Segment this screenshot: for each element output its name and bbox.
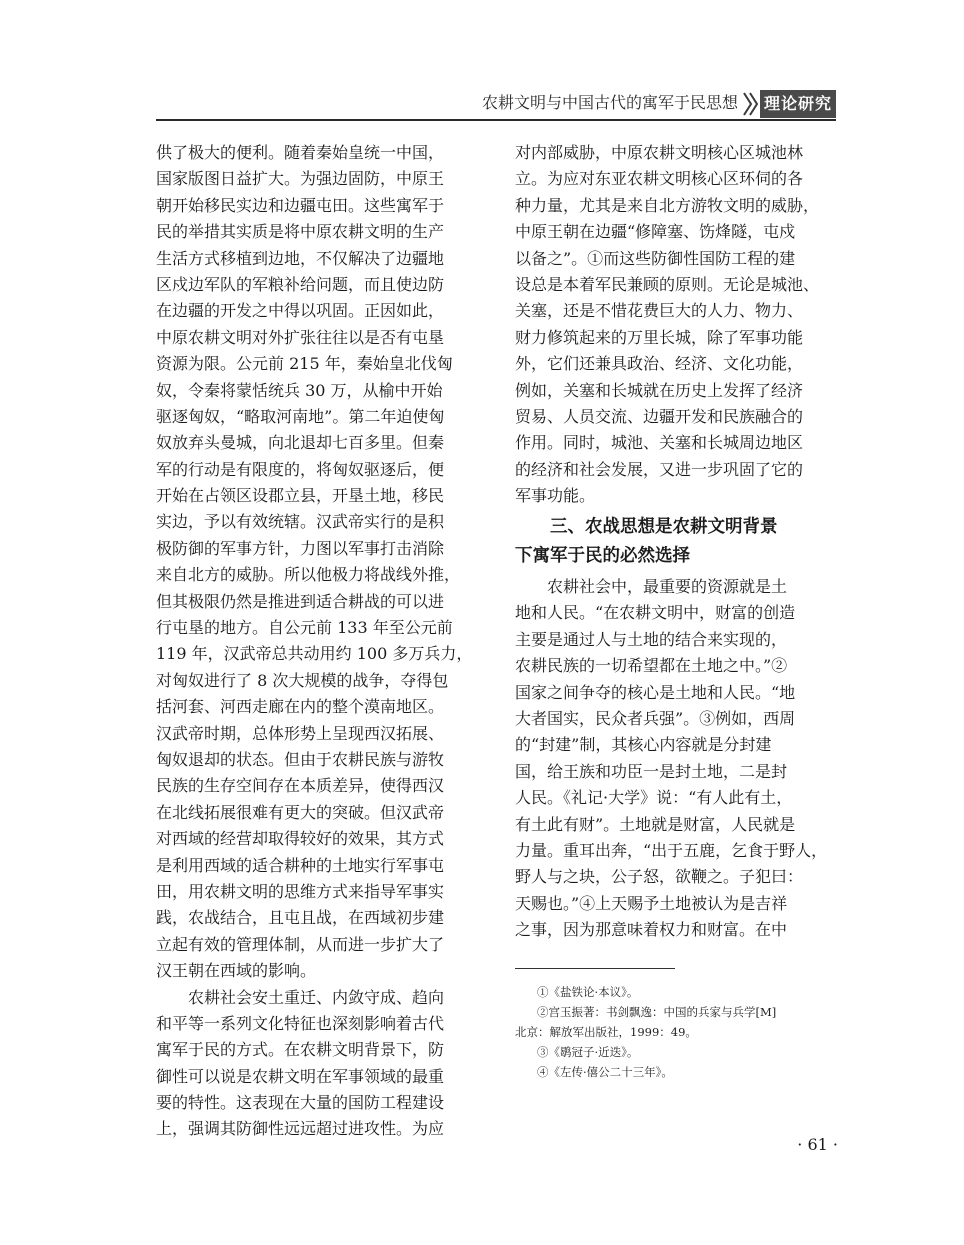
text-line: 供了极大的便利。随着秦始皇统一中国， [156, 143, 445, 162]
double-chevron-icon [742, 91, 760, 117]
text-line: 设总是本着军民兼顾的原则。无论是城池、 [515, 274, 820, 294]
section-heading-line: 下寓军于民的必然选择 [515, 546, 690, 566]
header-rule [156, 119, 836, 121]
text-line: 军的行动是有限度的，将匈奴驱逐后，便 [156, 459, 445, 479]
footnotes [515, 982, 840, 1082]
text-line: 在边疆的开发之中得以巩固。正因如此， [156, 301, 445, 321]
page-number: · 61 · [797, 1135, 838, 1154]
text-line: 资源为限。公元前 215 年，秦始皇北伐匈 [156, 354, 453, 374]
footnote-rule [515, 968, 675, 969]
text-line: 括河套、河西走廊在内的整个漠南地区。 [156, 697, 445, 717]
text-line: 力量。重耳出奔，“出于五鹿，乞食于野人， [515, 840, 828, 860]
text-line: 国家版图日益扩大。为强边固防，中原王 [156, 169, 445, 189]
text-line: 之事，因为那意味着权力和财富。在中 [515, 920, 788, 940]
section-tab [760, 90, 836, 118]
footnote: ④《左传·僖公二十三年》。 [537, 1065, 673, 1079]
footnote: ③《鹖冠子·近迭》。 [537, 1045, 639, 1059]
text-line: 民族的生存空间存在本质差异，使得西汉 [156, 776, 445, 796]
text-line: 大者国实，民众者兵强”。③例如，西周 [515, 708, 796, 728]
text-line: 地和人民。“在农耕文明中，财富的创造 [515, 603, 796, 623]
text-line: 对西域的经营却取得较好的效果，其方式 [156, 829, 445, 849]
text-line: 朝开始移民实边和边疆屯田。这些寓军于 [156, 195, 445, 215]
text-line: 种力量，尤其是来自北方游牧文明的威胁， [515, 195, 820, 215]
text-line: 外，它们还兼具政治、经济、文化功能， [515, 354, 804, 374]
text-line: 是利用西域的适合耕种的土地实行军事屯 [156, 855, 445, 875]
running-title: 农耕文明与中国古代的寓军于民思想 [481, 93, 738, 112]
text-line: 农耕社会安土重迁、内敛守成、趋向 [156, 987, 445, 1007]
text-line: 行屯垦的地方。自公元前 133 年至公元前 [156, 618, 453, 638]
text-line: 国，给王族和功臣一是封土地，二是封 [515, 761, 788, 781]
text-line: 主要是通过人与土地的结合来实现的， [515, 629, 788, 649]
text-line: 实边，予以有效统辖。汉武帝实行的是积 [156, 512, 445, 532]
text-line: 驱逐匈奴，“略取河南地”。第二年迫使匈 [156, 406, 445, 426]
text-line: 和平等一系列文化特征也深刻影响着古代 [156, 1013, 445, 1033]
text-line: 农耕社会中，最重要的资源就是土 [515, 577, 788, 596]
text-line: 对匈奴进行了 8 次大规模的战争，夺得包 [156, 670, 449, 690]
text-line: 作用。同时，城池、关塞和长城周边地区 [515, 433, 804, 453]
left-column [156, 140, 476, 1143]
text-line: 农耕民族的一切希望都在土地之中。”② [515, 656, 788, 676]
text-line: 民的举措其实质是将中原农耕文明的生产 [156, 222, 445, 242]
footnote-continuation: 北京：解放军出版社，1999：49。 [515, 1025, 697, 1039]
text-line: 贸易、人员交流、边疆开发和民族融合的 [515, 406, 804, 426]
text-line: 开始在占领区设郡立县，开垦土地，移民 [156, 486, 445, 506]
text-line: 关塞，还是不惜花费巨大的人力、物力、 [515, 301, 804, 321]
footnote: ②宫玉振著：书剑飘逸：中国的兵家与兵学[M] [537, 1005, 777, 1019]
text-line: 国家之间争夺的核心是土地和人民。“地 [515, 682, 796, 702]
text-line: 匈奴退却的状态。但由于农耕民族与游牧 [156, 749, 445, 769]
text-line: 但其极限仍然是推进到适合耕战的可以进 [156, 591, 445, 611]
right-column-top [515, 140, 835, 509]
text-line: 中原王朝在边疆“修障塞、饬烽隧，屯戍 [515, 222, 796, 242]
text-line: 的经济和社会发展，又进一步巩固了它的 [515, 459, 804, 479]
right-column-bottom [515, 574, 835, 943]
text-line: 极防御的军事方针，力图以军事打击消除 [156, 538, 445, 558]
text-line: 区戍边军队的军粮补给问题，而且使边防 [156, 274, 445, 294]
text-line: 奴放弃头曼城，向北退却七百多里。但秦 [156, 433, 445, 453]
text-line: 要的特性。这表现在大量的国防工程建设 [156, 1093, 445, 1113]
section-heading-line: 三、农战思想是农耕文明背景 [515, 517, 778, 537]
text-line: 人民。《礼记·大学》说：“有人此有土， [515, 788, 793, 808]
text-line: 野人与之块，公子怒，欲鞭之。子犯曰： [515, 867, 804, 887]
text-line: 奴，令秦将蒙恬统兵 30 万，从榆中开始 [156, 380, 443, 400]
text-line: 生活方式移植到边地，不仅解决了边疆地 [156, 248, 445, 268]
text-line: 119 年，汉武帝总共动用约 100 多万兵力， [156, 644, 473, 664]
text-line: 立。为应对东亚农耕文明核心区环伺的各 [515, 169, 804, 189]
text-line: 财力修筑起来的万里长城，除了军事功能 [515, 327, 804, 347]
text-line: 上，强调其防御性远远超过进攻性。为应 [156, 1119, 445, 1139]
text-line: 来自北方的威胁。所以他极力将战线外推， [156, 565, 461, 585]
section-tab-label: 理论研究 [763, 94, 832, 113]
text-line: 践，农战结合，且屯且战，在西域初步建 [156, 908, 445, 928]
text-line: 田，用农耕文明的思维方式来指导军事实 [156, 881, 445, 901]
text-line: 汉武帝时期，总体形势上呈现西汉拓展、 [156, 723, 445, 743]
text-line: 以备之”。①而这些防御性国防工程的建 [515, 248, 796, 268]
text-line: 例如，关塞和长城就在历史上发挥了经济 [515, 380, 804, 400]
footnote: ①《盐铁论·本议》。 [537, 985, 639, 999]
text-line: 对内部威胁，中原农耕文明核心区城池林 [515, 143, 804, 162]
text-line: 御性可以说是农耕文明在军事领域的最重 [156, 1066, 445, 1086]
text-line: 的“封建”制，其核心内容就是分封建 [515, 735, 772, 755]
text-line: 汉王朝在西域的影响。 [156, 961, 317, 981]
text-line: 立起有效的管理体制，从而进一步扩大了 [156, 934, 445, 954]
section-heading [515, 513, 835, 571]
text-line: 寓军于民的方式。在农耕文明背景下，防 [156, 1040, 445, 1060]
text-line: 有土此有财”。土地就是财富，人民就是 [515, 814, 796, 834]
text-line: 在北线拓展很难有更大的突破。但汉武帝 [156, 802, 445, 822]
text-line: 中原农耕文明对外扩张往往以是否有屯垦 [156, 327, 445, 347]
text-line: 天赐也。”④上天赐予土地被认为是吉祥 [515, 893, 788, 913]
text-line: 军事功能。 [515, 486, 596, 506]
